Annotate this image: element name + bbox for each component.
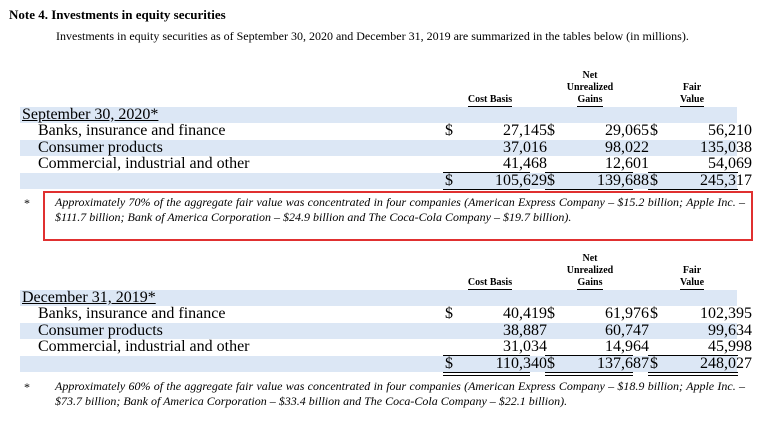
date-label: September 30, 2020* (22, 106, 159, 123)
total-double-rule (648, 372, 738, 376)
table-row-date (20, 107, 737, 123)
date-label: December 31, 2019* (22, 289, 156, 306)
table-row: Banks, insurance and finance $ 40,419 $ 61,976 $ 102,395 (38, 305, 752, 322)
header-cost-basis: Cost Basis (467, 94, 513, 105)
table-row: Consumer products 38,887 60,747 99,634 (20, 323, 737, 339)
header-net-unrealized-gains: Net Unrealized Gains (566, 70, 614, 105)
highlight-box (43, 191, 753, 241)
table-row: Commercial, industrial and other 31,034 14,964 45,998 (38, 338, 752, 355)
table-row: Banks, insurance and finance $ 27,145 $ 29,065 $ 56,210 (38, 122, 752, 139)
header-net-unrealized-gains: Net Unrealized Gains (566, 253, 614, 288)
header-fair-value: Fair Value (679, 265, 705, 288)
note-title: Note 4. Investments in equity securities (9, 7, 226, 22)
table-row: Commercial, industrial and other 41,468 12,601 54,069 (38, 155, 752, 172)
footnote-marker: * (24, 196, 30, 210)
header-fair-value: Fair Value (679, 82, 705, 105)
table-row-date (20, 290, 737, 306)
table-row-total: $ 105,629 $ 139,688 $ 245,317 (20, 173, 737, 189)
intro-paragraph: Investments in equity securities as of September 30, 2020 and December 31, 2019 are summarized in the tables below (in millions). (56, 29, 689, 43)
footnote-2019: Approximately 60% of the aggregate fair value was concentrated in four companies (American Express Company – $18.9 billion; Apple Inc. – $73.7 billion; Bank of America Corporation – $33.4 billion and The Coca-Cola Company – $22.1 billion). (55, 379, 745, 408)
footnote-2020: Approximately 70% of the aggregate fair value was concentrated in four companies (American Express Company – $15.2 billion; Apple Inc. – $111.7 billion; Bank of America Corporation – $24.9 billion and The Coca-Cola Company – $19.7 billion). (55, 195, 745, 224)
total-double-rule (443, 372, 530, 376)
table-row-total: $ 110,340 $ 137,687 $ 248,027 (20, 356, 737, 372)
footnote-marker: * (24, 380, 30, 394)
header-cost-basis: Cost Basis (467, 277, 513, 288)
table-row: Consumer products 37,016 98,022 135,038 (20, 140, 737, 156)
total-double-rule (545, 372, 633, 376)
